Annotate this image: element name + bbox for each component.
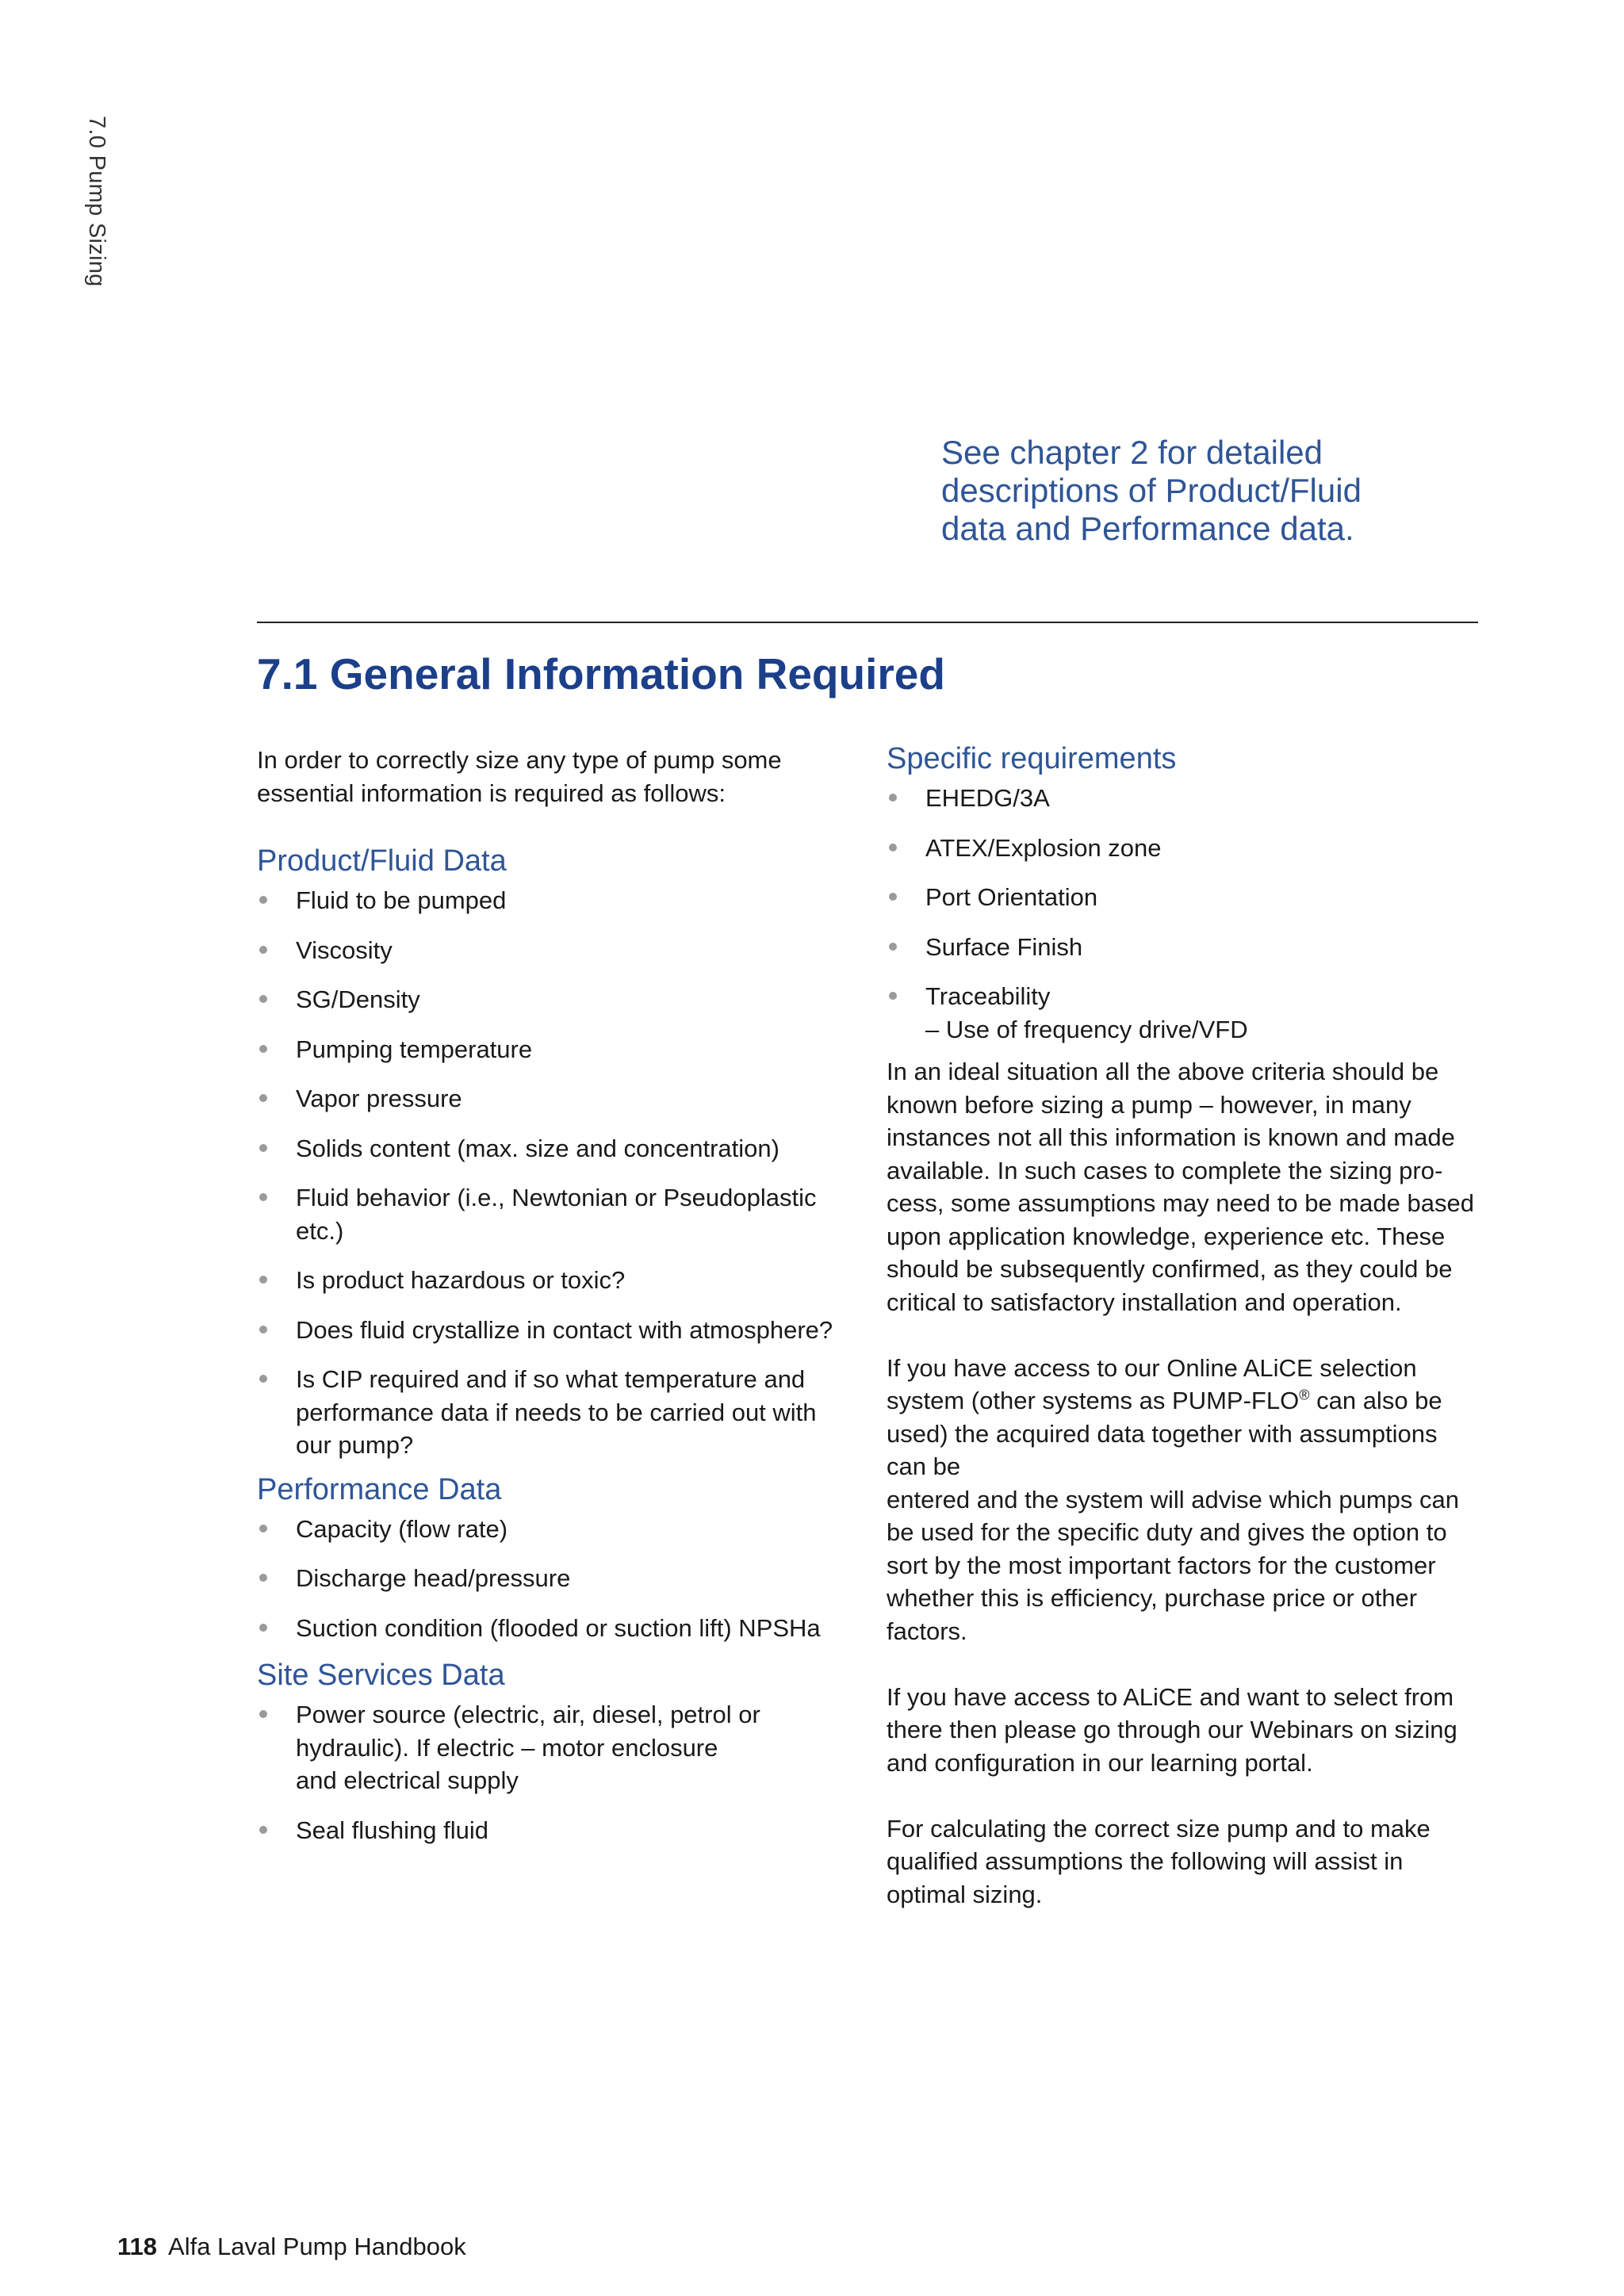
list-item: SG/Density bbox=[257, 983, 844, 1016]
list-item: Viscosity bbox=[257, 934, 844, 967]
registered-mark: ® bbox=[1299, 1387, 1310, 1403]
list-item: ATEX/Explosion zone bbox=[887, 832, 1481, 865]
publication-title: Alfa Laval Pump Handbook bbox=[168, 2233, 466, 2260]
paragraph-ideal-situation: In an ideal situation all the above criteria should be known before sizing a pump – however, in many instances not all this information is known and made available. In such cases to complete the sizing pro-cess, some assumptions may need to be made based upon application knowledge, experience etc. These should be subsequently confirmed, as they could be critical to satisfactory installation and operation. bbox=[887, 1058, 1474, 1316]
list-item: Fluid to be pumped bbox=[257, 884, 844, 917]
paragraph-alice-continued: entered and the system will advise which pumps can be used for the specific duty and gives the option to sort by the most important factors for the customer whether this is efficiency, purchase price or other factors. bbox=[887, 1485, 1459, 1645]
list-item: EHEDG/3A bbox=[887, 782, 1481, 815]
list-item bbox=[887, 980, 1481, 1046]
page-footer bbox=[117, 2233, 466, 2261]
paragraph-calculating: For calculating the correct size pump and to make qualified assumptions the following will assist in optimal sizing. bbox=[887, 1814, 1431, 1908]
list-item: Is CIP required and if so what temperature and performance data if needs to be carried out with our pump? bbox=[257, 1363, 844, 1462]
paragraph-alice-system bbox=[887, 1352, 1481, 1483]
section-divider bbox=[257, 622, 1478, 623]
list-item: Capacity (flow rate) bbox=[257, 1513, 844, 1546]
specific-requirements-list bbox=[887, 782, 1481, 1046]
list-item: Port Orientation bbox=[887, 881, 1481, 914]
list-item: Does fluid crystallize in contact with atmosphere? bbox=[257, 1314, 844, 1347]
traceability-subitem: – Use of frequency drive/VFD bbox=[925, 1015, 1248, 1043]
paragraph-webinars: If you have access to ALiCE and want to select from there then please go through our Webinars on sizing and configuration in our learning portal. bbox=[887, 1682, 1457, 1777]
section-title: 7.1 General Information Required bbox=[257, 649, 945, 698]
list-item: Discharge head/pressure bbox=[257, 1562, 844, 1595]
list-item: Vapor pressure bbox=[257, 1082, 844, 1115]
list-item: Fluid behavior (i.e., Newtonian or Pseudoplastic etc.) bbox=[257, 1181, 844, 1247]
traceability-label: Traceability bbox=[925, 982, 1051, 1010]
product-fluid-list bbox=[257, 884, 844, 1462]
site-services-list bbox=[257, 1698, 844, 1846]
list-item: Suction condition (flooded or suction lift) NPSHa bbox=[257, 1612, 844, 1645]
alice-text-a: If you have access to our Online ALiCE selection system (other systems as PUMP-FLO bbox=[887, 1353, 1417, 1414]
intro-paragraph: In order to correctly size any type of pump some essential information is required as follows: bbox=[257, 746, 782, 807]
performance-list bbox=[257, 1513, 844, 1645]
right-column bbox=[887, 744, 1481, 1911]
list-item: Power source (electric, air, diesel, petrol or hydraulic). If electric – motor enclosure and electrical supply bbox=[257, 1698, 844, 1797]
left-column bbox=[257, 744, 844, 1863]
chapter-side-tab: 7.0 Pump Sizing bbox=[84, 116, 109, 287]
performance-heading: Performance Data bbox=[257, 1472, 502, 1506]
product-fluid-heading: Product/Fluid Data bbox=[257, 844, 507, 878]
list-item: Surface Finish bbox=[887, 931, 1481, 964]
list-item: Solids content (max. size and concentration) bbox=[257, 1132, 844, 1165]
specific-requirements-heading: Specific requirements bbox=[887, 742, 1177, 775]
margin-note: See chapter 2 for detailed descriptions of Product/Fluid data and Performance data. bbox=[941, 434, 1362, 547]
list-item: Is product hazardous or toxic? bbox=[257, 1264, 844, 1297]
list-item: Pumping temperature bbox=[257, 1033, 844, 1066]
site-services-heading: Site Services Data bbox=[257, 1659, 505, 1692]
alice-text-b: can also be used) the acquired data together with assumptions can be bbox=[887, 1387, 1442, 1480]
list-item: Seal flushing fluid bbox=[257, 1814, 844, 1847]
page-number: 118 bbox=[117, 2233, 158, 2260]
